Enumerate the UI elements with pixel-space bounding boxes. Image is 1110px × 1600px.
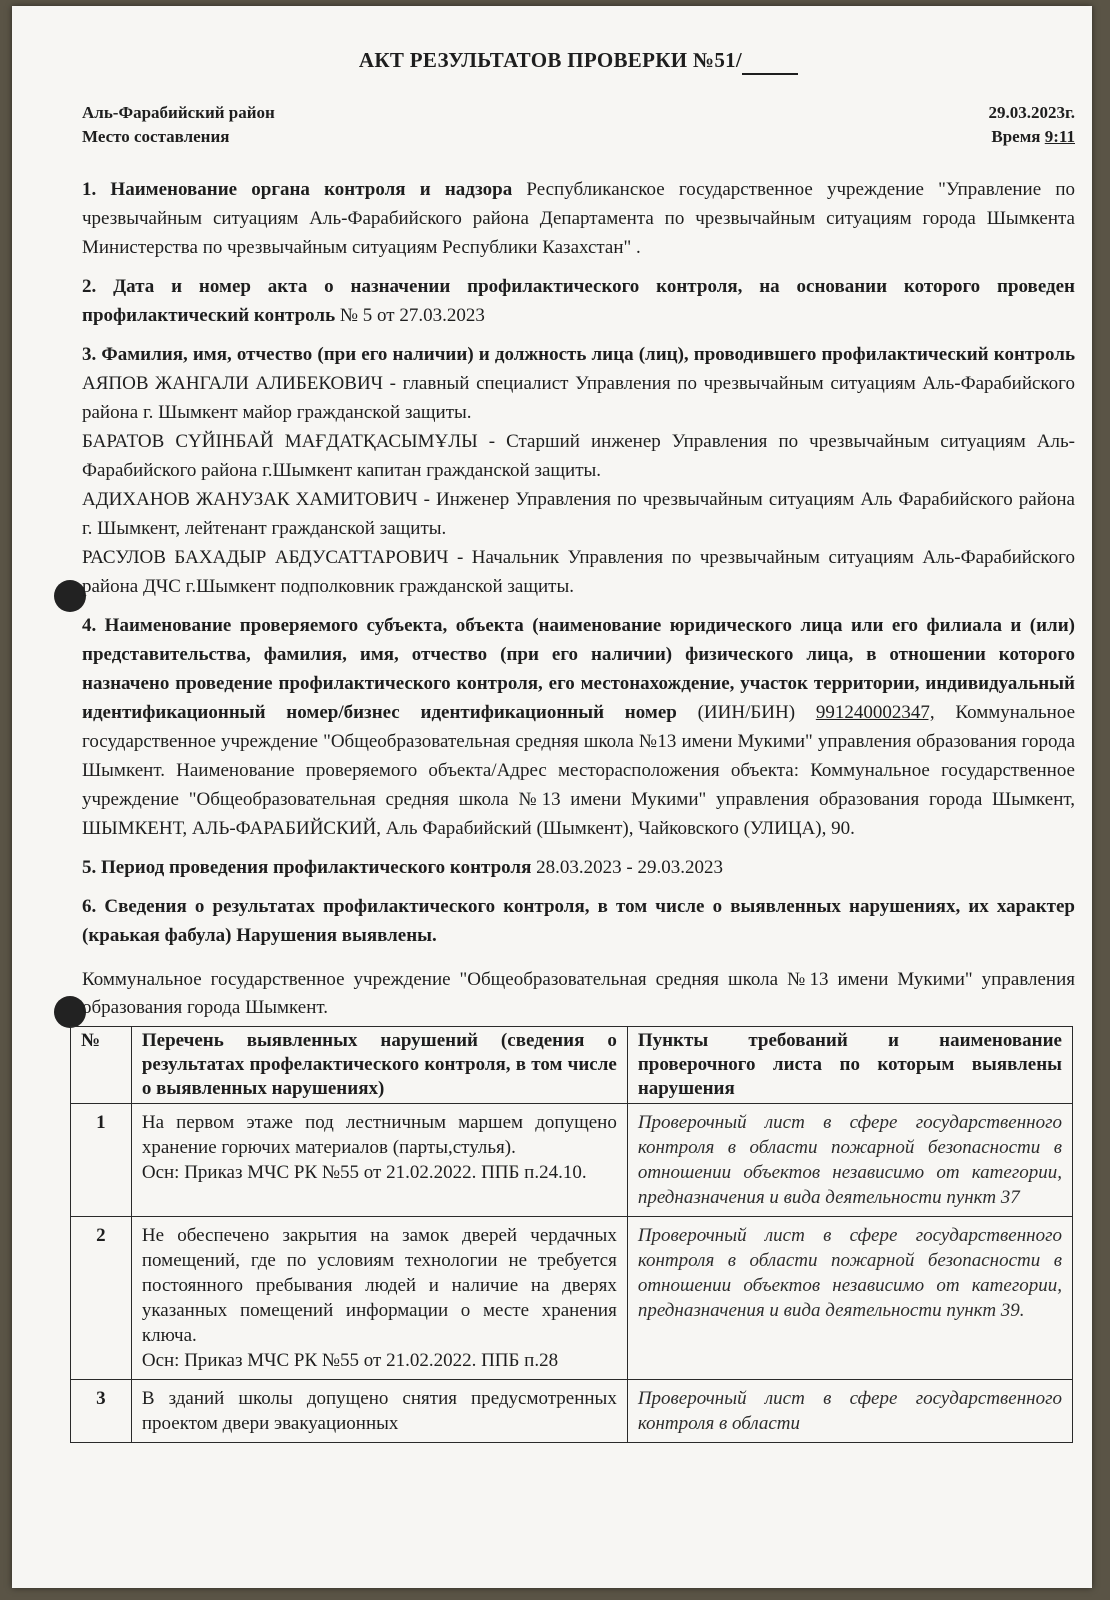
row-number: 2 <box>71 1217 132 1380</box>
table-header-row <box>71 1027 1073 1104</box>
document-header <box>82 101 1075 149</box>
section-6-label: 6. Сведения о результатах профилактического контроля, в том числе о выявленных нарушениях, их характер (краькая фабула) <box>82 896 1075 946</box>
document-date: 29.03.2023г. <box>988 103 1075 122</box>
header-number: № <box>71 1027 132 1104</box>
document-content <box>82 48 1075 1443</box>
section-2-label: 2. Дата и номер акта о назначении профилактического контроля, на основании которого проведен профилактический контроль <box>82 276 1075 326</box>
violation-basis: Осн: Приказ МЧС РК №55 от 21.02.2022. ППБ п.24.10. <box>141 1162 587 1183</box>
requirement-cell: Проверочный лист в сфере государственного контроля в области пожарной безопасности в отношении объектов независимо от категории, предназначения и вида деятельности пункт 37 <box>627 1104 1072 1217</box>
section-1-label: 1. Наименование органа контроля и надзора <box>82 179 513 200</box>
violation-cell <box>131 1104 627 1217</box>
table-row <box>71 1217 1073 1380</box>
time-value: 9:11 <box>1044 127 1075 146</box>
title-blank-line <box>742 48 798 75</box>
violation-text: В зданий школы допущено снятия предусмотренных проектом двери эвакуационных <box>141 1388 617 1434</box>
district: Аль-Фарабийский район <box>82 103 275 122</box>
section-6-result: Нарушения выявлены. <box>236 925 437 946</box>
inspector-4: РАСУЛОВ БАХАДЫР АБДУСАТТАРОВИЧ - Начальник Управления по чрезвычайным ситуациям Аль-Фарабийского района ДЧС г.Шымкент подполковник гражданской защиты. <box>82 547 1075 597</box>
section-4 <box>82 611 1075 843</box>
iin-label: (ИИН/БИН) <box>697 702 796 723</box>
iin-value: 991240002347, <box>815 702 935 723</box>
section-5 <box>82 853 1075 882</box>
section-3 <box>82 340 1075 601</box>
title-text: АКТ РЕЗУЛЬТАТОВ ПРОВЕРКИ №51/ <box>358 48 743 72</box>
section-4-text: Коммунальное государственное учреждение "Общеобразовательная средняя школа №13 имени Мукими" управления образования города Шымкент. Наименование проверяемого объекта/Адрес месторасположения объекта: Коммунальное государственное учреждение "Общеобразовательная средняя школа №13 имени Мукими" управления образования города Шымкент, ШЫМКЕНТ, АЛЬ-ФАРАБИЙСКИЙ, Аль Фарабийский (Шымкент), Чайковского (УЛИЦА), 90. <box>82 702 1076 839</box>
section-1 <box>82 175 1075 262</box>
header-violations: Перечень выявленных нарушений (сведения о результатах профелактического контроля, в том числе о выявленных нарушениях) <box>131 1027 627 1104</box>
table-row <box>71 1380 1073 1443</box>
violations-table <box>70 1026 1073 1443</box>
section-1-text: Республиканское государственное учреждение "Управление по чрезвычайным ситуациям Аль-Фарабийского района Департамента по чрезвычайным ситуациям города Шымкента Министерства по чрезвычайным ситуациям Республики Казахстан" . <box>82 179 1075 258</box>
violation-cell <box>131 1380 627 1443</box>
inspector-1: АЯПОВ ЖАНГАЛИ АЛИБЕКОВИЧ - главный специалист Управления по чрезвычайным ситуациям Аль-Фарабийского района г. Шымкент майор гражданской защиты. <box>82 373 1075 423</box>
inspector-3: АДИХАНОВ ЖАНУЗАК ХАМИТОВИЧ - Инженер Управления по чрезвычайным ситуациям Аль Фарабийского района г. Шымкент, лейтенант гражданской защиты. <box>82 489 1075 539</box>
place-label: Место составления <box>82 127 230 146</box>
requirement-cell: Проверочный лист в сфере государственного контроля в области пожарной безопасности в отношении объектов независимо от категории, предназначения и вида деятельности пункт 39. <box>627 1217 1072 1380</box>
violation-text: На первом этаже под лестничным маршем допущено хранение горючих материалов (парты,стулья). <box>141 1112 617 1158</box>
violation-basis: Осн: Приказ МЧС РК №55 от 21.02.2022. ППБ п.28 <box>141 1350 559 1371</box>
section-6 <box>82 892 1075 950</box>
requirement-cell: Проверочный лист в сфере государственного контроля в области <box>627 1380 1072 1443</box>
row-number: 1 <box>71 1104 132 1217</box>
section-2 <box>82 272 1075 330</box>
section-5-label: 5. Период проведения профилактического контроля <box>82 857 532 878</box>
violation-text: Не обеспечено закрытия на замок дверей чердачных помещений, где по условиям технологии не требуется постоянного пребывания людей и наличие на дверях указанных помещений информации о месте хранения ключа. <box>141 1225 617 1346</box>
header-requirements: Пункты требований и наименование проверочного листа по которым выявлены нарушения <box>627 1027 1072 1104</box>
violation-cell <box>131 1217 627 1380</box>
inspector-2: БАРАТОВ СҮЙІНБАЙ МАҒДАТҚАСЫМҰЛЫ - Старший инженер Управления по чрезвычайным ситуациям Аль-Фарабийского района г.Шымкент капитан гражданской защиты. <box>82 431 1075 481</box>
table-row <box>71 1104 1073 1217</box>
section-2-text: № 5 от 27.03.2023 <box>339 305 485 326</box>
section-4-label: 4. Наименование проверяемого субъекта, объекта (наименование юридического лица или его филиала и (или) представительства, фамилия, имя, отчество (при его наличии) физического лица, в отношении которого назначено проведение профилактического контроля, его местонахождение, участок территории, индивидуальный идентификационный номер/бизнес идентификационный номер <box>82 615 1075 723</box>
row-number: 3 <box>71 1380 132 1443</box>
section-3-label: 3. Фамилия, имя, отчество (при его наличии) и должность лица (лиц), проводившего профилактический контроль <box>82 344 1075 365</box>
document-sheet <box>12 6 1092 1588</box>
section-5-text: 28.03.2023 - 29.03.2023 <box>536 857 723 878</box>
document-time <box>988 125 1075 149</box>
document-title <box>82 48 1075 75</box>
inspected-entity-intro: Коммунальное государственное учреждение "Общеобразовательная средняя школа №13 имени Мукими" управления образования города Шымкент. <box>82 969 1075 1018</box>
time-label: Время <box>991 127 1041 146</box>
